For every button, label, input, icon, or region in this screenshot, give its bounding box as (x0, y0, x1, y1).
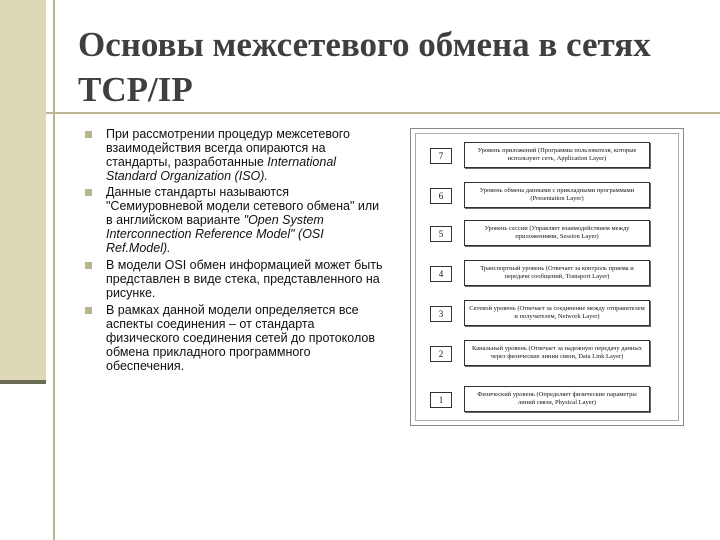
bullet-text-italic: "Open System Interconnection Reference Model" (OSI Ref.Model). (106, 213, 324, 255)
layer-number: 6 (430, 188, 452, 204)
bullet-text-italic: International Standard Organization (ISO). (106, 155, 337, 183)
layer-description: Уровень приложений (Программы пользователя, которые используют сеть, Application Layer) (464, 142, 650, 168)
layer-number: 5 (430, 226, 452, 242)
title-underline (46, 112, 720, 114)
bullet-list (84, 127, 389, 373)
bullet-text: В модели OSI обмен информацией может быть представлен в виде стека, представленного на рисунке. (106, 258, 383, 300)
layer-description: Сетевой уровень (Отвечает за соединение между отправителем и получателем, Network Layer) (464, 300, 650, 326)
osi-layer-5 (416, 220, 678, 248)
layer-number: 4 (430, 266, 452, 282)
layer-number: 2 (430, 346, 452, 362)
bullet-item (84, 258, 389, 300)
osi-layer-7 (416, 142, 678, 170)
slide-title: Основы межсетевого обмена в сетях TCP/IP (78, 25, 651, 109)
layer-description: Физический уровень (Определяет физические параметры линий связи, Physical Layer) (464, 386, 650, 412)
osi-stack-figure (410, 128, 684, 426)
bullet-item (84, 185, 389, 255)
decorative-vertical-line (53, 0, 55, 540)
layer-number: 3 (430, 306, 452, 322)
osi-layer-1 (416, 386, 678, 414)
layer-number: 7 (430, 148, 452, 164)
bullet-item (84, 127, 389, 183)
layer-description: Транспортный уровень (Отвечает за контроль приема и передачи сообщений, Transport Layer) (464, 260, 650, 286)
layer-number: 1 (430, 392, 452, 408)
bullet-text: В рамках данной модели определяется все аспекты соединения – от стандарта физического соединения сетей до протоколов обмена прикладного программного обеспечения. (106, 303, 375, 373)
osi-layer-3 (416, 300, 678, 328)
decorative-side-band (0, 0, 46, 382)
osi-stack-frame (415, 133, 679, 421)
bullet-text: При рассмотрении процедур межсетевого взаимодействия всегда опираются на стандарты, разработанные (106, 127, 351, 169)
layer-description: Уровень обмена данными с прикладными программами (Presentation Layer) (464, 182, 650, 208)
osi-layer-2 (416, 340, 678, 368)
osi-layer-4 (416, 260, 678, 288)
bullet-text: Данные стандарты называются "Семиуровневой модели сетевого обмена" или в английском варианте (106, 185, 380, 227)
layer-description: Уровень сессии (Управляет взаимодействием между приложениями, Session Layer) (464, 220, 650, 246)
osi-layer-6 (416, 182, 678, 210)
layer-description: Канальный уровень (Отвечает за надежную передачу данных через физические линии связи, Data Link Layer) (464, 340, 650, 366)
bullet-item (84, 303, 389, 373)
decorative-side-rule (0, 380, 46, 384)
